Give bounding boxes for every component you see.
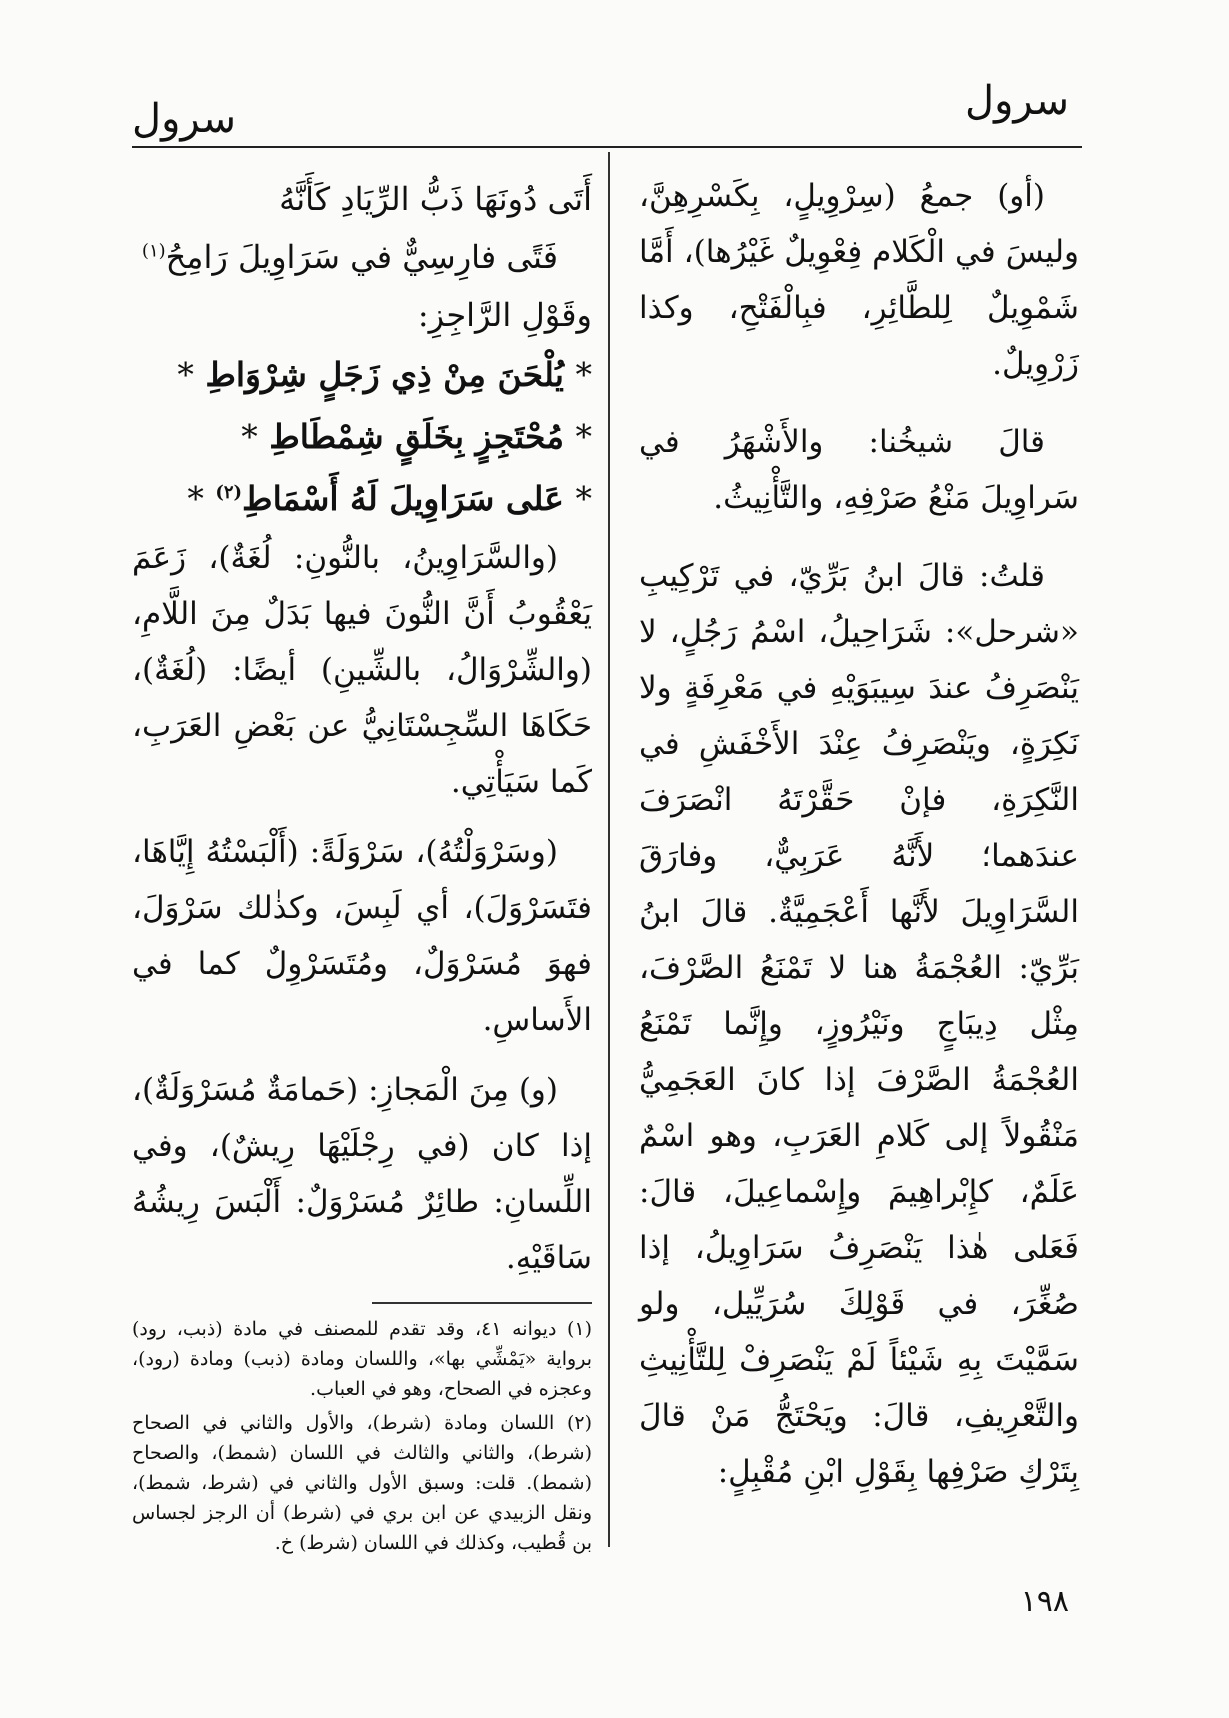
rajaz-text: يُلْحَنَ مِنْ ذِي زَجَلٍ شِرْوَاطِ bbox=[205, 355, 564, 394]
verse-line bbox=[132, 228, 592, 286]
running-head-left: سرول bbox=[132, 96, 236, 142]
footnote-rule bbox=[372, 1302, 592, 1304]
rajaz-line bbox=[132, 468, 592, 530]
footnote: (١) ديوانه ٤١، وقد تقدم للمصنف في مادة (ذبب، رود) برواية «يَمْشِّي بها»، واللسان ومادة (ذبب) ومادة (رود)، وعجزه في الصحاح، وهو في العباب. bbox=[132, 1318, 592, 1400]
footnotes bbox=[132, 1314, 592, 1558]
paragraph: (والسَّرَاوِينُ، بالنُّونِ: لُغَةٌ)، زَعَمَ يَعْقُوبُ أَنَّ النُّونَ فيها بَدَلٌ مِنَ اللَّامِ، (والشِّرْوَالُ، بالشِّينِ) أيضًا: (لُغَةٌ)، حَكَاهَا السِّجِسْتَانِيُّ عن بَعْضِ العَرَبِ، كَما سَيَأْتِي. bbox=[132, 540, 592, 800]
paragraph: (وسَرْوَلْتُهُ)، سَرْوَلَةً: (أَلْبَسْتُهُ إِيَّاهَا، فتَسَرْوَلَ)، أي لَبِسَ، وكذٰلك سَرْوَلَ، فهوَ مُسَرْوَلٌ، ومُتَسَرْوِلٌ كما في الأَساسِ. bbox=[132, 834, 592, 1038]
header-rule bbox=[132, 146, 1082, 148]
rajaz-intro: وقَوْلِ الرَّاجِزِ: bbox=[417, 296, 592, 334]
star-ornament: * bbox=[187, 479, 204, 518]
verse-line bbox=[132, 170, 592, 228]
verse-text: أَتَى دُونَهَا ذَبُّ الرِّيَادِ كَأَنَّهُ bbox=[279, 180, 592, 218]
page-number: ١٩٨ bbox=[1020, 1584, 1069, 1619]
footnote: (٢) اللسان ومادة (شرط)، والأول والثاني في الصحاح (شرط)، والثاني والثالث في اللسان (شمط)، والصحاح (شمط). قلت: وسبق الأول والثاني في (شرط، شمط)، ونقل الزبيدي عن ابن بري في (شرط) أن الرجز لجساس بن قُطيب، وكذلك في اللسان (شرط) خ. bbox=[132, 1412, 593, 1554]
star-ornament: * bbox=[575, 417, 592, 456]
column-divider bbox=[608, 152, 610, 1547]
star-ornament: * bbox=[575, 479, 592, 518]
paragraph: (أو) جمعُ (سِرْوِيلٍ، بِكَسْرِهِنَّ، وليسَ في الْكَلام فِعْوِيلٌ غَيْرُها)، أَمَّا شَمْوِيلٌ لِلطَّائِرِ، فبِالْفَتْحِ، وكذا زَرْوِيلٌ. bbox=[639, 178, 1079, 382]
rajaz-text: عَلى سَرَاوِيلَ لَهُ أَسْمَاطِ bbox=[242, 479, 564, 518]
star-ornament: * bbox=[241, 417, 258, 456]
star-ornament: * bbox=[575, 355, 592, 394]
paragraph: قلتُ: قالَ ابنُ بَرِّيّ، في تَرْكِيبِ «شرحل»: شَرَاحِيلُ، اسْمُ رَجُلٍ، لا يَنْصَرِفُ عندَ سِيبَوَيْهِ في مَعْرِفَةٍ ولا نَكِرَةٍ، ويَنْصَرِفُ عِنْدَ الأَخْفَشِ في النَّكِرَةِ، فإنْ حَقَّرْتَهُ انْصَرَفَ عندَهما؛ لأَنَّهُ عَرَبِيٌّ، وفارَقَ السَّرَاوِيلَ لأَنَّها أَعْجَمِيَّةٌ. قالَ ابنُ بَرِّيّ: العُجْمَةُ هنا لا تَمْنَعُ الصَّرْفَ، مِثْل دِيبَاجٍ ونَيْرُوزٍ، وإِنَّما تَمْنَعُ العُجْمَةُ الصَّرْفَ إذا كانَ العَجَمِيُّ مَنْقُولاً إلى كَلامِ العَرَبِ، وهو اسْمٌ عَلَمٌ، كإِبْراهِيمَ وإِسْماعِيلَ، قالَ: فَعَلى هٰذا يَنْصَرِفُ سَرَاوِيلُ، إذا صُغِّرَ، في قَوْلِكَ سُرَيِّيل، ولو سَمَّيْتَ بِهِ شَيْئاً لَمْ يَنْصَرِفْ لِلتَّأْنِيثِ والتَّعْرِيفِ، قالَ: ويَحْتَجُّ مَنْ قالَ بِتَرْكِ صَرْفِها بِقَوْلِ ابْنِ مُقْبِلٍ: bbox=[639, 558, 1079, 1490]
rajaz-line bbox=[132, 344, 592, 406]
rajaz-text: مُحْتَجِزٍ بِخَلَقٍ شِمْطَاطِ bbox=[269, 417, 564, 456]
running-head-right: سرول bbox=[965, 78, 1069, 124]
paragraph: (و) مِنَ الْمَجازِ: (حَمامَةٌ مُسَرْوَلَةٌ)، إذا كان (في رِجْلَيْهَا رِيشٌ)، وفي اللِّسانِ: طائِرٌ مُسَرْوَلٌ: أَلْبَسَ رِيشُهُ سَاقَيْهِ. bbox=[132, 1072, 592, 1276]
footnote-ref: (١) bbox=[141, 240, 166, 262]
right-column bbox=[639, 168, 1079, 1514]
paragraph: قالَ شيخُنا: والأَشْهَرُ في سَراوِيلَ مَنْعُ صَرْفِهِ، والتَّأْنِيثُ. bbox=[639, 424, 1079, 516]
verse-text: فَتًى فارِسِيٌّ في سَرَاوِيلَ رَامِحُ bbox=[165, 238, 558, 276]
rajaz-line bbox=[132, 406, 592, 468]
star-ornament: * bbox=[177, 355, 194, 394]
left-column bbox=[132, 170, 592, 1562]
footnote-ref: (٢) bbox=[215, 482, 243, 503]
